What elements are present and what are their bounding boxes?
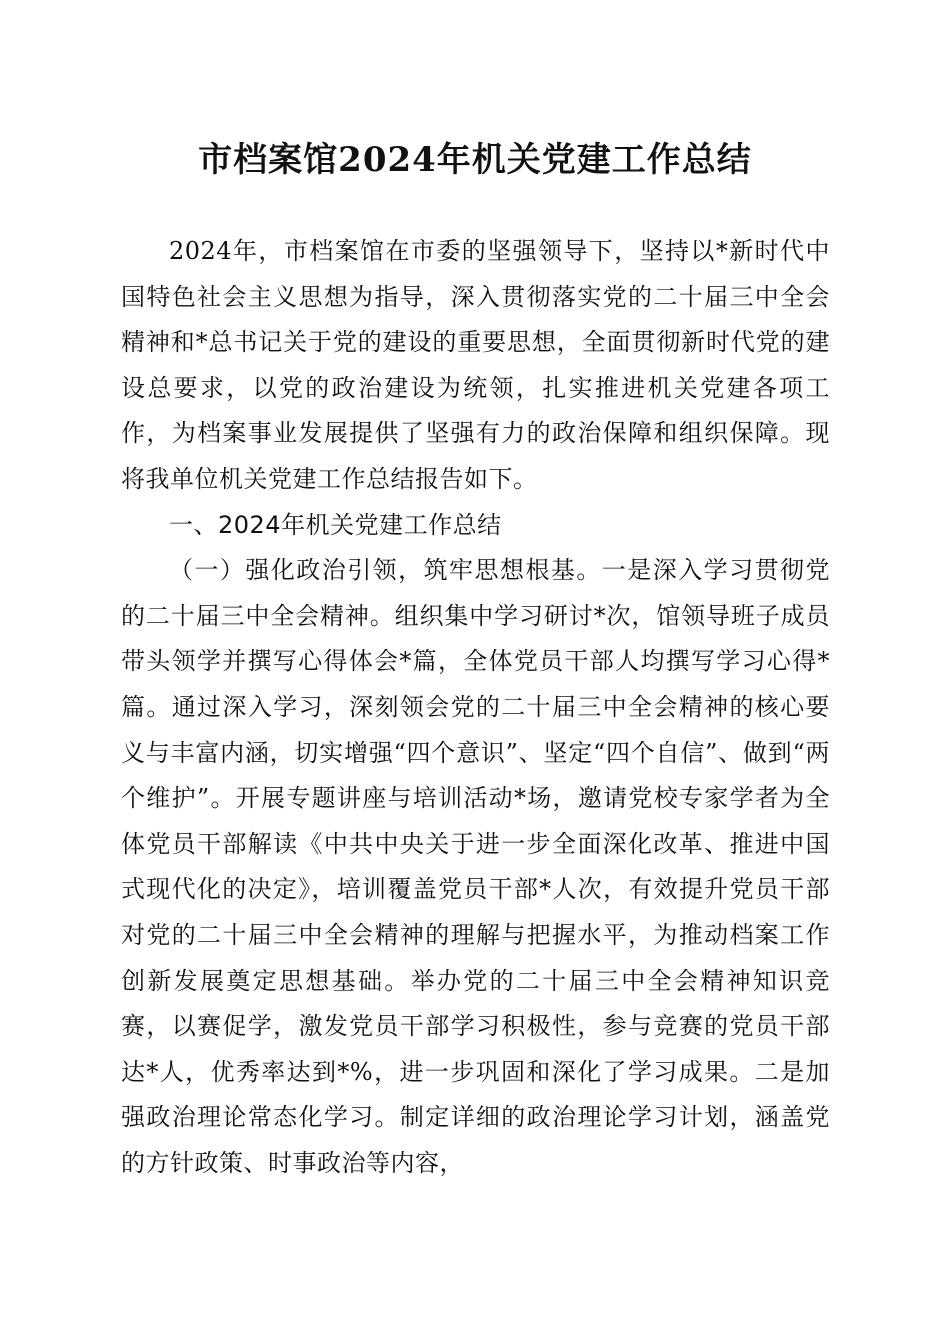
section-paragraph: （一）强化政治引领，筑牢思想根基。一是深入学习贯彻党的二十届三中全会精神。组织集中学习研讨*次，馆领导班子成员带头领学并撰写心得体会*篇，全体党员干部人均撰写学习心得*篇。通过深入学习，深刻领会党的二十届三中全会精神的核心要义与丰富内涵，切实增强“四个意识”、坚定“四个自信”、做到“两个维护”。开展专题讲座与培训活动*场，邀请党校专家学者为全体党员干部解读《中共中央关于进一步全面深化改革、推进中国式现代化的决定》，培训覆盖党员干部*人次，有效提升党员干部对党的二十届三中全会精神的理解与把握水平，为推动档案工作创新发展奠定思想基础。举办党的二十届三中全会精神知识竞赛，以赛促学，激发党员干部学习积极性，参与竞赛的党员干部达*人，优秀率达到*%，进一步巩固和深化了学习成果。二是加强政治理论常态化学习。制定详细的政治理论学习计划，涵盖党的方针政策、时事政治等内容， <box>121 556 830 1177</box>
section-heading: 一、2024年机关党建工作总结 <box>169 510 502 539</box>
intro-paragraph: 2024年，市档案馆在市委的坚强领导下，坚持以*新时代中国特色社会主义思想为指导，深入贯彻落实党的二十届三中全会精神和*总书记关于党的建设的重要思想，全面贯彻新时代党的建设总要求，以党的政治建设为统领，扎实推进机关党建各项工作，为档案事业发展提供了坚强有力的政治保障和组织保障。现将我单位机关党建工作总结报告如下。 <box>121 237 830 493</box>
document-body <box>121 229 830 1186</box>
document-title: 市档案馆2024年机关党建工作总结 <box>198 140 752 180</box>
